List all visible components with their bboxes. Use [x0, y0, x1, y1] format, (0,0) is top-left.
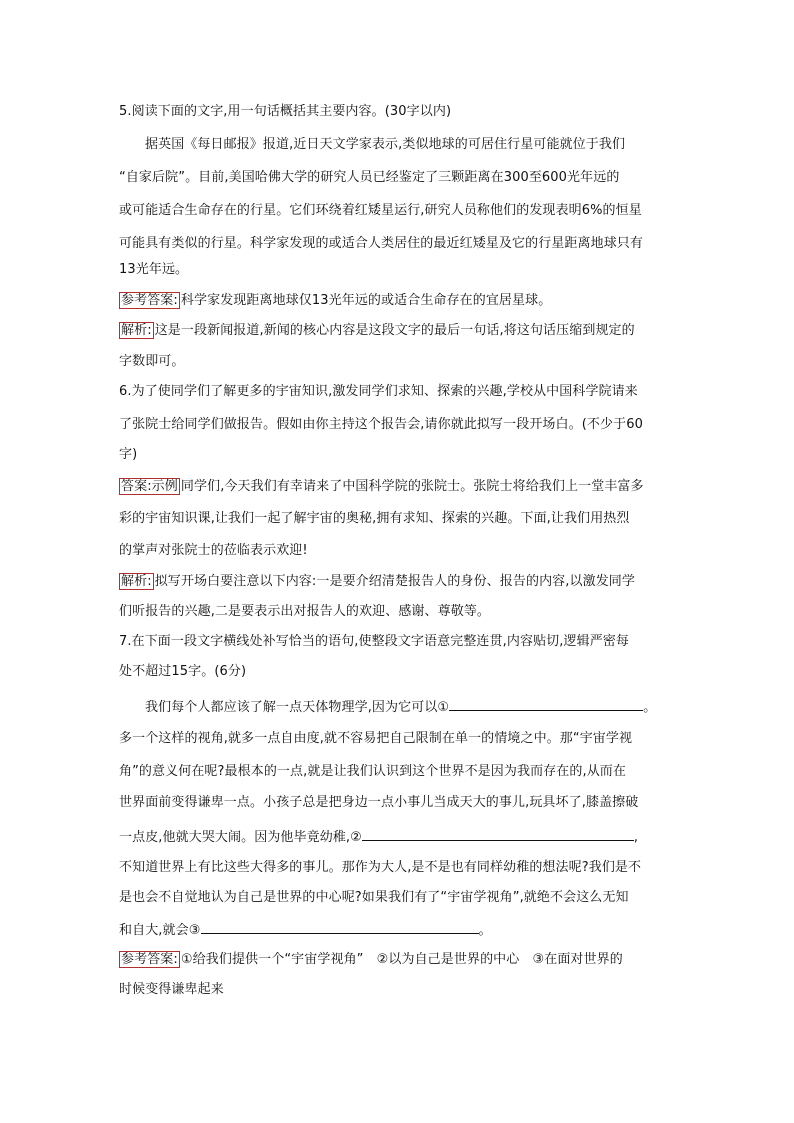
answer-text: ①给我们提供一个“宇宙学视角” ②以为自己是世界的中心 ③在面对世界的 — [180, 952, 623, 967]
q5-answer — [119, 292, 551, 310]
answer-blank-1[interactable] — [449, 697, 643, 711]
analysis-text: 拟写开场白要注意以下内容:一是要介绍清楚报告人的身份、报告的内容,以激发同学 — [154, 574, 635, 589]
q5-passage-line: “自家后院”。目前,美国哈佛大学的研究人员已经鉴定了三颗距离在300至600光年远的 — [119, 170, 620, 185]
answer-text: 同学们,今天我们有幸请来了中国科学院的张院士。张院士将给我们上一堂丰富多 — [180, 479, 644, 494]
q6-answer-line: 的掌声对张院士的莅临表示欢迎! — [119, 543, 308, 558]
analysis-tag: 解析: — [121, 323, 152, 338]
q5-passage-line: 可能具有类似的行星。科学家发现的或适合人类居住的最近红矮星及它的行星距离地球只有 — [119, 236, 644, 251]
q5-passage-line: 据英国《每日邮报》报道,近日天文学家表示,类似地球的可居住行星可能就位于我们 — [145, 137, 626, 152]
q6-stem-line: 字) — [119, 447, 138, 462]
q5-passage-line: 13光年远。 — [119, 262, 189, 277]
q7-passage-line: 一点皮,他就大哭大闹。因为他毕竟幼稚,② , — [119, 827, 638, 847]
answer-tag: 参考答案: — [121, 952, 178, 967]
q5-analysis — [119, 322, 635, 340]
q7-stem-line: 7.在下面一段文字横线处补写恰当的语句,使整段文字语意完整连贯,内容贴切,逻辑严密每 — [119, 634, 630, 649]
q7-passage-line: 和自大,就会③ 。 — [119, 920, 492, 940]
q7-passage-line: 是也会不自觉地认为自己是世界的中心呢?如果我们有了“宇宙学视角”,就绝不会这么无知 — [119, 890, 629, 905]
analysis-tag: 解析: — [121, 574, 152, 589]
q7-passage-line: 角”的意义何在呢?最根本的一点,就是让我们认识到这个世界不是因为我而存在的,从而在 — [119, 764, 626, 779]
answer-blank-3[interactable] — [201, 920, 479, 934]
q7-passage-line: 多一个这样的视角,就多一点自由度,就不容易把自己限制在单一的情境之中。那“宇宙学视 — [119, 731, 633, 746]
answer-tag: 参考答案: — [121, 293, 178, 308]
q7-answer-line: 时候变得谦卑起来 — [119, 982, 224, 997]
q6-answer-line: 彩的宇宙知识课,让我们一起了解宇宙的奥秘,拥有求知、探索的兴趣。下面,让我们用热烈 — [119, 511, 630, 526]
q7-passage-line: 世界面前变得谦卑一点。小孩子总是把身边一点小事儿当成天大的事儿,玩具坏了,膝盖擦破 — [119, 795, 639, 810]
q7-answer — [119, 951, 623, 969]
answer-text: 科学家发现距离地球仅13光年远的或适合生命存在的宜居星球。 — [180, 293, 552, 308]
q7-passage-line: 我们每个人都应该了解一点天体物理学,因为它可以① 。 — [145, 697, 656, 717]
q7-stem-line: 处不超过15字。(6分) — [119, 664, 247, 679]
answer-tag: 答案:示例 — [121, 479, 178, 494]
analysis-text: 这是一段新闻报道,新闻的核心内容是这段文字的最后一句话,将这句话压缩到规定的 — [154, 323, 635, 338]
q6-answer — [119, 478, 644, 496]
q5-passage-line: 或可能适合生命存在的行星。它们环绕着红矮星运行,研究人员称他们的发现表明6%的恒星 — [119, 203, 642, 218]
q5-analysis-line: 字数即可。 — [119, 354, 185, 369]
q7-passage-line: 不知道世界上有比这些大得多的事儿。那作为大人,是不是也有同样幼稚的想法呢?我们是不 — [119, 860, 642, 875]
q6-stem-line: 了张院士给同学们做报告。假如由你主持这个报告会,请你就此拟写一段开场白。(不少于60 — [119, 417, 643, 432]
q6-stem-line: 6.为了使同学们了解更多的宇宙知识,激发同学们求知、探索的兴趣,学校从中国科学院请来 — [119, 384, 638, 399]
q5-stem: 5.阅读下面的文字,用一句话概括其主要内容。(30字以内) — [119, 104, 452, 119]
q6-analysis — [119, 573, 635, 591]
answer-blank-2[interactable] — [362, 827, 634, 841]
q6-analysis-line: 们听报告的兴趣,二是要表示出对报告人的欢迎、感谢、尊敬等。 — [119, 604, 491, 619]
